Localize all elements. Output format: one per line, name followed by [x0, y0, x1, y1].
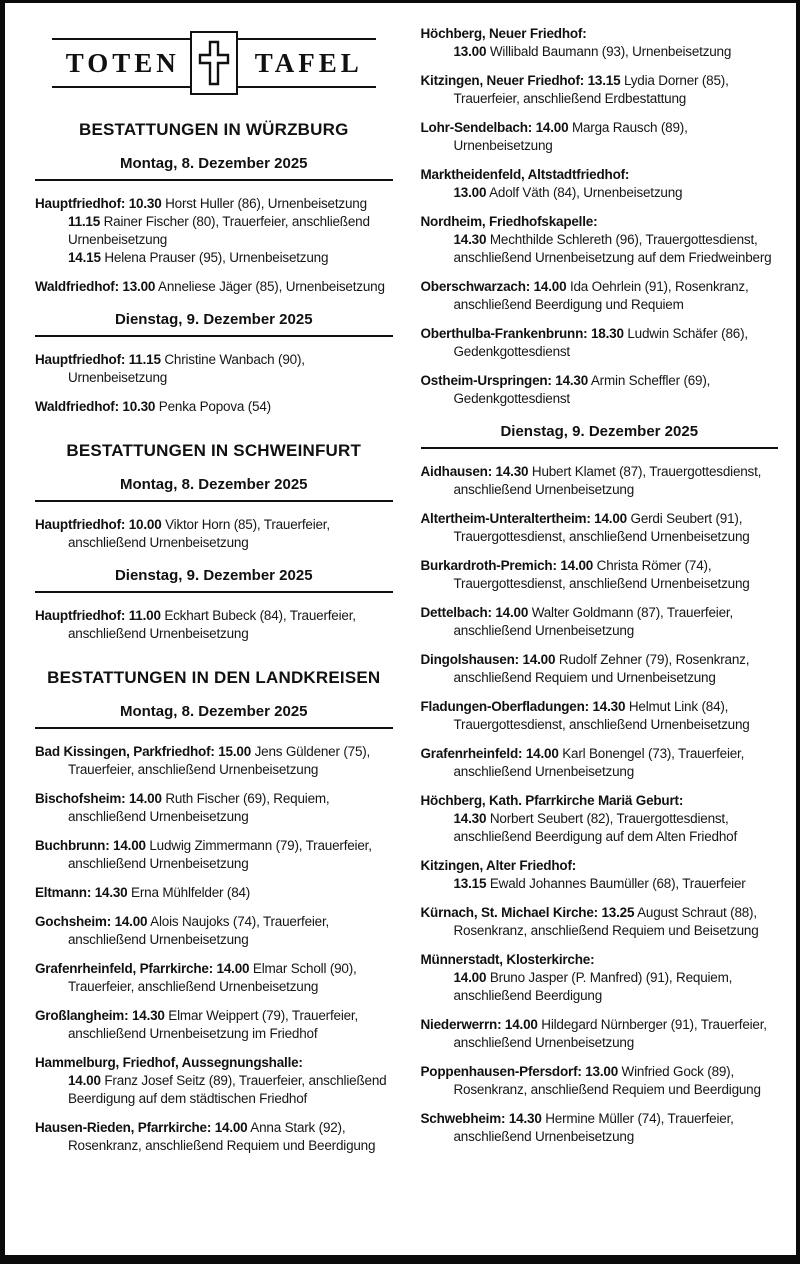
funeral-entry [35, 1054, 393, 1108]
day-header-rule [35, 500, 393, 502]
funeral-entry [421, 792, 779, 846]
entry-line [35, 790, 393, 826]
funeral-entry [421, 25, 779, 61]
entry-location-time: Poppenhausen-Pfersdorf: 13.00 [420, 1064, 618, 1079]
entry-line [421, 278, 779, 314]
logo-word-right: TAFEL [254, 47, 363, 78]
funeral-entry [421, 651, 779, 687]
funeral-entry [421, 604, 779, 640]
entry-line [35, 351, 393, 387]
entry-details: Karl Bonengel (73), Trauerfeier, anschließend Urnenbeisetzung [453, 746, 745, 779]
entry-details: Jens Güldener (75), Trauerfeier, anschließend Urnenbeisetzung [68, 744, 371, 777]
entry-location-time: 14.00 [68, 1073, 101, 1088]
entry-line [421, 510, 779, 546]
entry-location-time: Großlangheim: 14.30 [35, 1008, 165, 1023]
entry-details: Christine Wanbach (90), Urnenbeisetzung [68, 352, 305, 385]
day-header-rule [35, 179, 393, 181]
entry-line [421, 651, 779, 687]
entry-location-time: Dingolshausen: 14.00 [420, 652, 556, 667]
entry-line [35, 516, 393, 552]
day-header-text: Montag, 8. Dezember 2025 [119, 703, 308, 720]
entry-details: Helmut Link (84), Trauergottesdienst, anschließend Urnenbeisetzung [453, 699, 750, 732]
entry-location-time: Oberschwarzach: 14.00 [420, 279, 567, 294]
section-title: BESTATTUNGEN IN SCHWEINFURT [66, 441, 362, 460]
entry-line [421, 951, 779, 969]
entry-details: Winfried Gock (89), Rosenkranz, anschließend Requiem und Beerdigung [453, 1064, 761, 1097]
entry-details: Walter Goldmann (87), Trauerfeier, anschließend Urnenbeisetzung [453, 605, 733, 638]
entry-location-time: Marktheidenfeld, Altstadtfriedhof: [420, 167, 630, 182]
entry-line [421, 166, 779, 184]
entry-location-time: Höchberg, Neuer Friedhof: [420, 26, 587, 41]
entry-details: August Schraut (88), Rosenkranz, anschließend Requiem und Beisetzung [453, 905, 759, 938]
entry-location-time: Schwebheim: 14.30 [420, 1111, 542, 1126]
entry-details: Ludwin Schäfer (86), Gedenkgottesdienst [453, 326, 748, 359]
entry-line [35, 249, 393, 267]
entry-details: Penka Popova (54) [155, 399, 271, 414]
totentafel-logo [52, 31, 376, 95]
entry-line [421, 43, 779, 61]
entry-location-time: Hauptfriedhof: 11.00 [35, 608, 161, 623]
entry-location-time: Hauptfriedhof: 11.15 [35, 352, 161, 367]
entry-location-time: Burkardroth-Premich: 14.00 [420, 558, 594, 573]
entry-line [421, 25, 779, 43]
entry-location-time: Ostheim-Urspringen: 14.30 [420, 373, 589, 388]
entry-line [35, 913, 393, 949]
column-left [35, 25, 393, 1166]
entry-details: Adolf Väth (84), Urnenbeisetzung [486, 185, 683, 200]
entry-line [35, 195, 393, 213]
entry-details: Willibald Baumann (93), Urnenbeisetzung [486, 44, 732, 59]
entry-location-time: Kitzingen, Alter Friedhof: [420, 858, 577, 873]
entry-location-time: Dettelbach: 14.00 [420, 605, 529, 620]
entry-location-time: 13.00 [453, 44, 487, 59]
funeral-entry [421, 463, 779, 499]
entry-line [421, 1063, 779, 1099]
funeral-entry [421, 951, 779, 1005]
entry-location-time: Hauptfriedhof: 10.00 [35, 517, 162, 532]
entry-details: Elmar Weippert (79), Trauerfeier, anschließend Urnenbeisetzung im Friedhof [68, 1008, 359, 1041]
funeral-entry [35, 790, 393, 826]
entry-location-time: 13.00 [453, 185, 487, 200]
entry-details: Ruth Fischer (69), Requiem, anschließend Urnenbeisetzung [68, 791, 330, 824]
entry-location-time: Hauptfriedhof: 10.30 [35, 196, 162, 211]
entry-location-time: Altertheim-Unteraltertheim: 14.00 [420, 511, 627, 526]
entry-line [35, 1007, 393, 1043]
entry-line [421, 875, 779, 893]
funeral-entry [35, 607, 393, 643]
funeral-entry [35, 1007, 393, 1043]
entry-location-time: Eltmann: 14.30 [35, 885, 128, 900]
entry-location-time: Bad Kissingen, Parkfriedhof: 15.00 [35, 744, 252, 759]
entry-location-time: 11.15 [68, 214, 101, 229]
entry-details: Alois Naujoks (74), Trauerfeier, anschließend Urnenbeisetzung [68, 914, 330, 947]
day-header-rule [35, 591, 393, 593]
day-header [35, 476, 393, 502]
logo-text-toten [52, 38, 190, 88]
entry-details: Christa Römer (74), Trauergottesdienst, anschließend Urnenbeisetzung [453, 558, 750, 591]
entry-location-time: 14.30 [453, 232, 487, 247]
entry-location-time: Höchberg, Kath. Pfarrkirche Mariä Geburt: [420, 793, 684, 808]
entry-line [35, 960, 393, 996]
funeral-entry [35, 1119, 393, 1155]
funeral-entry [421, 510, 779, 546]
entry-line [35, 884, 393, 902]
entry-details: Eckhart Bubeck (84), Trauerfeier, anschließend Urnenbeisetzung [68, 608, 356, 641]
entry-location-time: Gochsheim: 14.00 [35, 914, 148, 929]
entry-details: Helena Prauser (95), Urnenbeisetzung [100, 250, 329, 265]
day-header-text: Montag, 8. Dezember 2025 [119, 476, 308, 493]
entry-line [421, 745, 779, 781]
entry-details: Bruno Jasper (P. Manfred) (91), Requiem, anschließend Beerdigung [453, 970, 733, 1003]
entry-location-time: Lohr-Sendelbach: 14.00 [420, 120, 569, 135]
entry-line [421, 231, 779, 267]
logo-text-tafel [238, 38, 376, 88]
entry-location-time: Grafenrheinfeld: 14.00 [420, 746, 559, 761]
entry-location-time: Aidhausen: 14.30 [420, 464, 529, 479]
entry-details: Hermine Müller (74), Trauerfeier, anschließend Urnenbeisetzung [453, 1111, 734, 1144]
entry-location-time: Hausen-Rieden, Pfarrkirche: 14.00 [35, 1120, 248, 1135]
entry-line [421, 213, 779, 231]
entry-line [421, 810, 779, 846]
entry-line [35, 213, 393, 249]
day-header [35, 155, 393, 181]
entry-line [421, 463, 779, 499]
entry-location-time: Kitzingen, Neuer Friedhof: 13.15 [420, 73, 621, 88]
entry-line [421, 184, 779, 202]
entry-location-time: Münnerstadt, Klosterkirche: [420, 952, 595, 967]
entry-location-time: 14.30 [453, 811, 487, 826]
section-title: BESTATTUNGEN IN DEN LANDKREISEN [47, 668, 381, 687]
day-header [35, 567, 393, 593]
funeral-entry [421, 166, 779, 202]
funeral-entry [421, 72, 779, 108]
entry-details: Lydia Dorner (85), Trauerfeier, anschließend Erdbestattung [453, 73, 729, 106]
funeral-entry [421, 278, 779, 314]
funeral-entry [35, 195, 393, 267]
day-header-text: Dienstag, 9. Dezember 2025 [500, 423, 699, 440]
funeral-entry [35, 960, 393, 996]
funeral-entry [35, 278, 393, 296]
entry-location-time: Waldfriedhof: 13.00 [35, 279, 156, 294]
entry-location-time: Niederwerrn: 14.00 [420, 1017, 538, 1032]
funeral-entry [421, 119, 779, 155]
entry-details: Anneliese Jäger (85), Urnenbeisetzung [155, 279, 385, 294]
funeral-entry [421, 213, 779, 267]
entry-location-time: Fladungen-Oberfladungen: 14.30 [420, 699, 626, 714]
entry-location-time: Kürnach, St. Michael Kirche: 13.25 [420, 905, 635, 920]
entry-details: Ida Oehrlein (91), Rosenkranz, anschließend Beerdigung und Requiem [453, 279, 749, 312]
entry-details: Marga Rausch (89), Urnenbeisetzung [453, 120, 688, 153]
entry-location-time: Bischofsheim: 14.00 [35, 791, 162, 806]
entry-location-time: 14.15 [68, 250, 101, 265]
funeral-entry [35, 913, 393, 949]
entry-details: Anna Stark (92), Rosenkranz, anschließend Requiem und Beerdigung [68, 1120, 376, 1153]
entry-details: Viktor Horn (85), Trauerfeier, anschließend Urnenbeisetzung [68, 517, 330, 550]
entry-location-time: Hammelburg, Friedhof, Aussegnungshalle: [35, 1055, 303, 1070]
funeral-entry [421, 857, 779, 893]
entry-location-time: Waldfriedhof: 10.30 [35, 399, 156, 414]
entry-line [35, 607, 393, 643]
day-header [35, 703, 393, 729]
funeral-entry [421, 557, 779, 593]
entry-line [421, 604, 779, 640]
entry-details: Armin Scheffler (69), Gedenkgottesdienst [453, 373, 711, 406]
entry-line [35, 1054, 393, 1072]
entry-line [421, 325, 779, 361]
entry-line [421, 792, 779, 810]
funeral-entry [35, 351, 393, 387]
funeral-entry [35, 398, 393, 416]
columns-container [5, 3, 796, 1166]
entry-location-time: 14.00 [453, 970, 487, 985]
entry-line [35, 278, 393, 296]
entry-details: Horst Huller (86), Urnenbeisetzung [161, 196, 367, 211]
funeral-entry [421, 745, 779, 781]
entry-details: Ewald Johannes Baumüller (68), Trauerfeier [486, 876, 746, 891]
entry-location-time: Buchbrunn: 14.00 [35, 838, 146, 853]
entry-details: Erna Mühlfelder (84) [127, 885, 251, 900]
entry-line [35, 398, 393, 416]
funeral-entry [35, 516, 393, 552]
entry-line [421, 857, 779, 875]
entry-details: Ludwig Zimmermann (79), Trauerfeier, anschließend Urnenbeisetzung [68, 838, 372, 871]
entry-details: Gerdi Seubert (91), Trauergottesdienst, anschließend Urnenbeisetzung [453, 511, 750, 544]
cross-icon [190, 31, 238, 95]
day-header-rule [35, 335, 393, 337]
funeral-entry [35, 884, 393, 902]
entry-location-time: Grafenrheinfeld, Pfarrkirche: 14.00 [35, 961, 250, 976]
entry-line [421, 557, 779, 593]
day-header [421, 423, 779, 449]
entry-line [35, 1119, 393, 1155]
entry-details: Elmar Scholl (90), Trauerfeier, anschließend Urnenbeisetzung [68, 961, 357, 994]
entry-line [421, 698, 779, 734]
day-header-rule [35, 727, 393, 729]
entry-details: Franz Josef Seitz (89), Trauerfeier, anschließend Beerdigung auf dem städtischen Friedhof [68, 1073, 387, 1106]
entry-location-time: Oberthulba-Frankenbrunn: 18.30 [420, 326, 624, 341]
funeral-entry [35, 743, 393, 779]
funeral-entry [421, 698, 779, 734]
entry-line [35, 837, 393, 873]
funeral-entry [421, 1110, 779, 1146]
logo-word-left: TOTEN [65, 47, 180, 78]
entry-line [421, 119, 779, 155]
entry-line [421, 372, 779, 408]
entry-location-time: 13.15 [453, 876, 487, 891]
entry-line [421, 72, 779, 108]
funeral-entry [421, 325, 779, 361]
funeral-entry [35, 837, 393, 873]
entry-details: Rudolf Zehner (79), Rosenkranz, anschließend Requiem und Urnenbeisetzung [453, 652, 750, 685]
entry-line [421, 969, 779, 1005]
day-header-text: Montag, 8. Dezember 2025 [119, 155, 308, 172]
entry-line [421, 904, 779, 940]
section-title: BESTATTUNGEN IN WÜRZBURG [78, 120, 349, 139]
entry-line [421, 1110, 779, 1146]
entry-details: Rainer Fischer (80), Trauerfeier, anschließend Urnenbeisetzung [68, 214, 370, 247]
entry-details: Hubert Klamet (87), Trauergottesdienst, anschließend Urnenbeisetzung [453, 464, 762, 497]
funeral-entry [421, 372, 779, 408]
entry-details: Mechthilde Schlereth (96), Trauergottesdienst, anschließend Urnenbeisetzung auf dem Friedweinberg [453, 232, 772, 265]
day-header-text: Dienstag, 9. Dezember 2025 [114, 567, 313, 584]
day-header [35, 311, 393, 337]
entry-line [35, 743, 393, 779]
entry-line [35, 1072, 393, 1108]
entry-details: Norbert Seubert (82), Trauergottesdienst, anschließend Beerdigung auf dem Alten Friedhof [453, 811, 737, 844]
funeral-entry [421, 1063, 779, 1099]
entry-line [421, 1016, 779, 1052]
column-right [421, 25, 779, 1166]
day-header-rule [421, 447, 779, 449]
funeral-entry [421, 904, 779, 940]
entry-location-time: Nordheim, Friedhofskapelle: [420, 214, 598, 229]
funeral-entry [421, 1016, 779, 1052]
entry-details: Hildegard Nürnberger (91), Trauerfeier, anschließend Urnenbeisetzung [453, 1017, 767, 1050]
day-header-text: Dienstag, 9. Dezember 2025 [114, 311, 313, 328]
